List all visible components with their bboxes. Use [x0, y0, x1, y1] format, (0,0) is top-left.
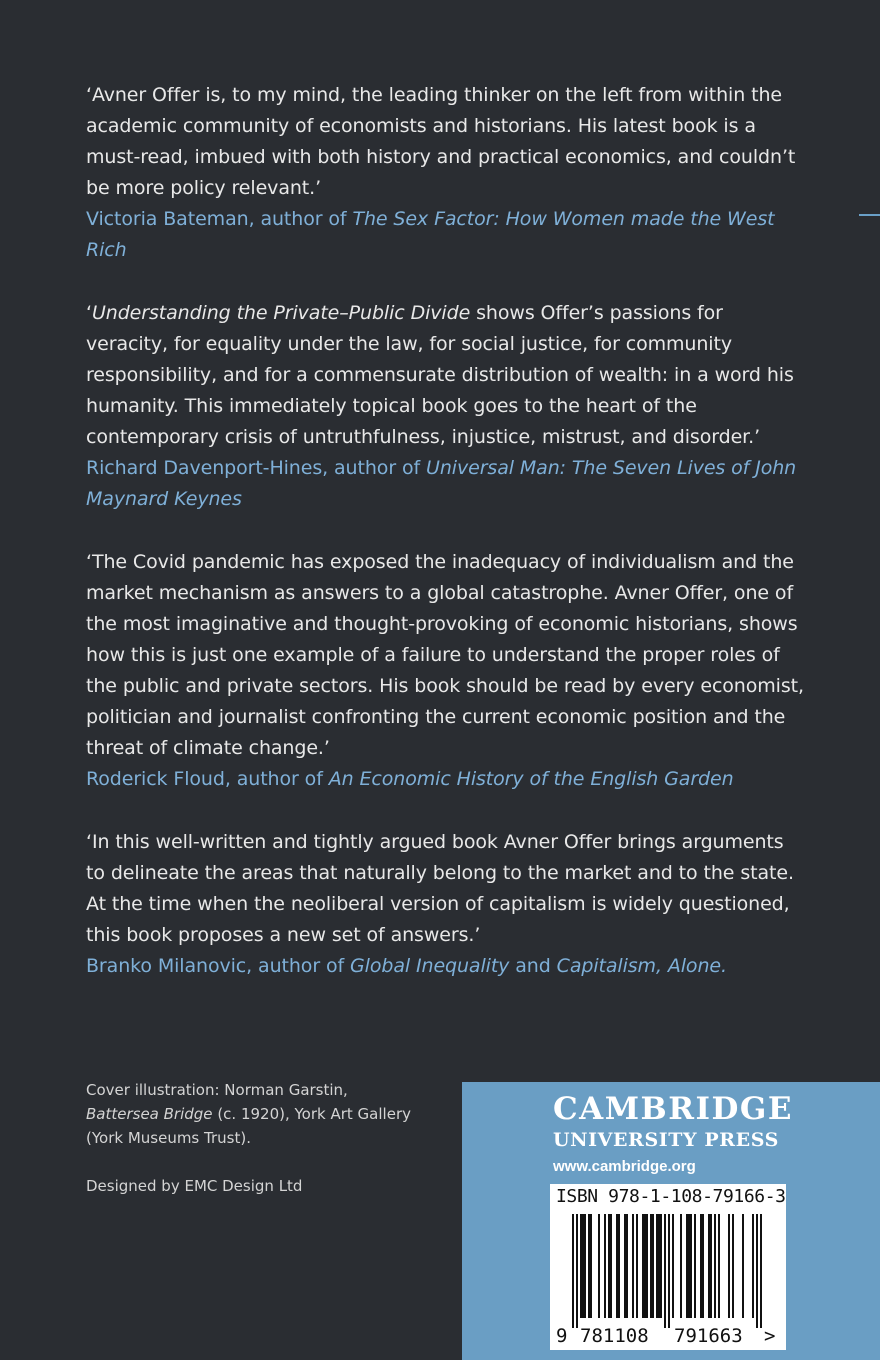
barcode-bar — [642, 1214, 644, 1318]
attribution-work: Universal Man: The Seven Lives of John Maynard Keynes — [86, 457, 797, 510]
barcode-bar — [608, 1214, 610, 1318]
attribution-work: The Sex Factor: How Women made the West Rich — [86, 208, 775, 261]
barcode-bar — [646, 1214, 648, 1318]
barcode-bar — [650, 1214, 652, 1318]
endorsement-text: ‘The Covid pandemic has exposed the inadequacy of individualism and the market mechanism as answers to a global catastrophe. Avner Offer, one of the most imaginative and thought-provoking of economic historians, shows how this is just one example of a failure to understand the proper roles of the public and private sectors. His book should be read by every economist, politician and journalist confronting the current economic position and the threat of climate change.’ — [86, 551, 804, 759]
isbn-text: ISBN 978-1-108-79166-3 — [556, 1186, 786, 1207]
publisher-name-line-1: CAMBRIDGE — [553, 1091, 793, 1127]
barcode-bar — [752, 1214, 754, 1318]
attribution-author: Roderick Floud, author of — [86, 768, 329, 790]
barcode-bar — [710, 1214, 712, 1318]
barcode-bar — [664, 1214, 666, 1328]
barcode-bar — [732, 1214, 734, 1318]
endorsement-4 — [86, 827, 806, 982]
barcode-bar — [656, 1214, 658, 1318]
barcode-bar — [590, 1214, 592, 1318]
barcode-bar — [652, 1214, 654, 1318]
endorsement-attribution — [86, 764, 806, 795]
barcode-bar — [580, 1214, 582, 1318]
barcode-bar — [658, 1214, 660, 1318]
endorsement-attribution — [86, 204, 806, 266]
barcode-bar — [728, 1214, 730, 1318]
endorsement-body: shows Offer’s passions for veracity, for equality under the law, for social justice, for community responsibility, and for a commensurate distribution of wealth: in a word his humanity. This immediately topical book goes to the heart of the contemporary crisis of untruthfulness, injustice, mistrust, and disorder.’ — [86, 302, 794, 448]
barcode-bar — [700, 1214, 702, 1318]
barcode-bar — [576, 1214, 578, 1328]
barcode-bar — [588, 1214, 590, 1318]
endorsement-text: ‘Avner Offer is, to my mind, the leading thinker on the left from within the academic community of economists and historians. His latest book is a must-read, imbued with both history and practical economics, and couldn’t be more policy relevant.’ — [86, 84, 796, 199]
attribution-author: Richard Davenport-Hines, author of — [86, 457, 427, 479]
barcode-lead-digit: 9 — [556, 1325, 568, 1347]
edge-accent-line — [859, 214, 880, 216]
attribution-joiner: and — [509, 955, 557, 977]
barcode-bar — [686, 1214, 688, 1318]
book-title: Understanding the Private–Public Divide — [91, 302, 471, 324]
barcode-label — [550, 1184, 786, 1350]
barcode-bar — [760, 1214, 762, 1328]
barcode-bar — [626, 1214, 628, 1318]
barcode-bar — [584, 1214, 586, 1318]
attribution-work: Global Inequality — [350, 955, 510, 977]
barcode-bar — [644, 1214, 646, 1318]
barcode-bar — [688, 1214, 690, 1318]
endorsement-2 — [86, 298, 806, 515]
attribution-work: An Economic History of the English Garden — [328, 768, 734, 790]
barcode-bar — [742, 1214, 744, 1318]
endorsement-1 — [86, 80, 806, 266]
barcode-bar — [604, 1214, 606, 1318]
publisher-panel — [462, 1082, 880, 1360]
barcode-bar — [680, 1214, 682, 1318]
illustration-credit-line-1: Cover illustration: Norman Garstin, — [86, 1081, 348, 1099]
publisher-name-line-2: UNIVERSITY PRESS — [553, 1129, 779, 1151]
barcode-bar — [572, 1214, 574, 1328]
barcode-bar — [632, 1214, 634, 1318]
endorsement-text — [86, 298, 806, 453]
barcode-bar — [702, 1214, 704, 1318]
cover-credits — [86, 1078, 446, 1198]
publisher-url: www.cambridge.org — [553, 1158, 696, 1175]
barcode-right-digits: 791663 — [674, 1325, 743, 1347]
barcode-bar — [598, 1214, 600, 1318]
barcode-bar — [718, 1214, 720, 1318]
barcode-bar — [714, 1214, 716, 1318]
publisher-logo — [553, 1091, 793, 1151]
barcode-left-digits: 781108 — [580, 1325, 649, 1347]
attribution-work-2: Capitalism, Alone. — [556, 955, 727, 977]
endorsement-text: ‘In this well-written and tightly argued book Avner Offer brings arguments to delineate the areas that naturally belong to the market and to the state. At the time when the neoliberal version of capitalism is widely questioned, this book proposes a new set of answers.’ — [86, 831, 794, 946]
endorsement-attribution — [86, 951, 806, 982]
attribution-author: Victoria Bateman, author of — [86, 208, 353, 230]
painting-details: (c. 1920), York Art Gallery — [212, 1105, 411, 1123]
open-quote: ‘ — [86, 302, 92, 324]
barcode-bar — [694, 1214, 696, 1318]
endorsement-attribution — [86, 453, 806, 515]
endorsements — [86, 80, 806, 1014]
barcode-bar — [636, 1214, 638, 1318]
attribution-author: Branko Milanovic, author of — [86, 955, 351, 977]
barcode-bar — [672, 1214, 674, 1318]
barcode-bar — [668, 1214, 670, 1328]
endorsement-3 — [86, 547, 806, 795]
barcode-bar — [624, 1214, 626, 1318]
barcode-bar — [708, 1214, 710, 1318]
illustration-credit-line-3: (York Museums Trust). — [86, 1129, 251, 1147]
barcode-bar — [616, 1214, 618, 1318]
illustration-credit-line-2 — [86, 1102, 446, 1126]
barcode-bar — [756, 1214, 758, 1328]
barcode-icon — [550, 1210, 786, 1350]
barcode-end-mark: > — [764, 1325, 776, 1347]
barcode-bar — [618, 1214, 620, 1318]
barcode-bar — [610, 1214, 612, 1318]
barcode-bar — [660, 1214, 662, 1318]
painting-title: Battersea Bridge — [86, 1105, 213, 1123]
barcode-bar — [582, 1214, 584, 1318]
barcode-bar — [690, 1214, 692, 1318]
designer-credit: Designed by EMC Design Ltd — [86, 1177, 303, 1195]
